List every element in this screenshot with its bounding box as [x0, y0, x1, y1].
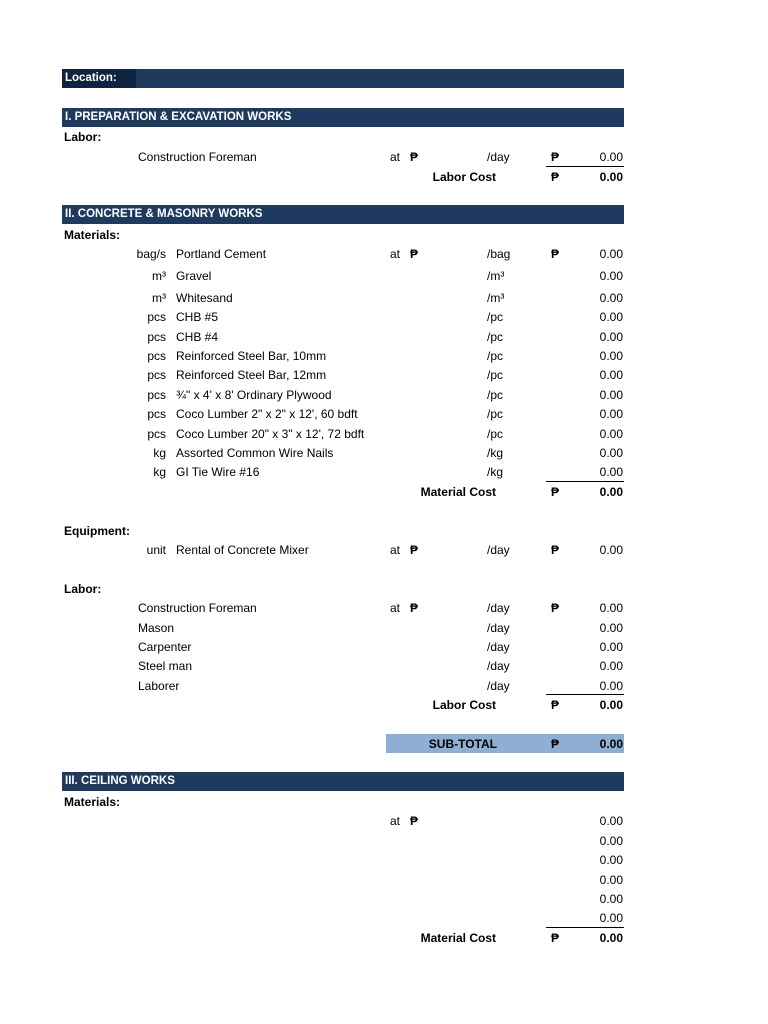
amount: 0.00: [599, 911, 623, 925]
section-header-preparation: [62, 108, 624, 127]
unit-label: /day: [487, 640, 510, 654]
amount: 0.00: [599, 150, 623, 164]
peso-sign: ₱: [410, 150, 419, 164]
peso-sign: ₱: [551, 698, 560, 712]
unit-label: /day: [487, 659, 510, 673]
section-header-ceiling: [62, 772, 624, 791]
unit-label: /pc: [487, 349, 504, 363]
qty-unit: pcs: [147, 407, 166, 421]
material-desc: CHB #5: [176, 310, 219, 324]
unit-label: /m³: [487, 269, 505, 283]
amount: 0.00: [599, 388, 623, 402]
peso-sign: ₱: [410, 543, 419, 557]
amount: 0.00: [599, 330, 623, 344]
qty-unit: pcs: [147, 368, 166, 382]
material-cost-label: Material Cost: [420, 485, 496, 499]
labor-cost-label: Labor Cost: [432, 698, 496, 712]
labor-cost-label: Labor Cost: [432, 170, 496, 184]
qty-unit: kg: [153, 465, 166, 479]
peso-sign: ₱: [410, 601, 419, 615]
amount: 0.00: [599, 873, 623, 887]
unit-label: /pc: [487, 407, 504, 421]
amount: 0.00: [599, 640, 623, 654]
amount: 0.00: [599, 291, 623, 305]
material-desc: Whitesand: [176, 291, 233, 305]
qty-unit: pcs: [147, 388, 166, 402]
unit-label: /pc: [487, 330, 504, 344]
unit-label: /pc: [487, 427, 504, 441]
total-rule: [546, 166, 624, 167]
amount: 0.00: [599, 892, 623, 906]
qty-unit: bag/s: [136, 247, 166, 261]
peso-sign: ₱: [551, 931, 560, 945]
labor-desc: Steel man: [138, 659, 193, 673]
amount: 0.00: [599, 679, 623, 693]
qty-unit: pcs: [147, 349, 166, 363]
material-desc: ¾" x 4' x 8' Ordinary Plywood: [176, 388, 332, 402]
materials-label: Materials:: [64, 795, 121, 809]
total-rule: [546, 927, 624, 928]
peso-sign: ₱: [551, 601, 560, 615]
labor-desc: Construction Foreman: [138, 150, 257, 164]
equipment-desc: Rental of Concrete Mixer: [176, 543, 309, 557]
location-bar: [62, 69, 624, 88]
section-title: I. PREPARATION & EXCAVATION WORKS: [65, 111, 292, 123]
material-desc: CHB #4: [176, 330, 219, 344]
total-rule: [546, 481, 624, 482]
amount: 0.00: [599, 427, 623, 441]
at-label: at: [390, 543, 401, 557]
amount: 0.00: [599, 621, 623, 635]
amount: 0.00: [599, 349, 623, 363]
labor-desc: Construction Foreman: [138, 601, 257, 615]
amount: 0.00: [599, 446, 623, 460]
amount: 0.00: [599, 407, 623, 421]
labor-desc: Mason: [138, 621, 175, 635]
unit-label: /pc: [487, 388, 504, 402]
material-desc: Coco Lumber 20" x 3" x 12', 72 bdft: [176, 427, 365, 441]
material-desc: Reinforced Steel Bar, 10mm: [176, 349, 327, 363]
unit-label: /day: [487, 601, 510, 615]
qty-unit: pcs: [147, 310, 166, 324]
qty-unit: kg: [153, 446, 166, 460]
material-cost-amount: 0.00: [599, 931, 623, 945]
unit-label: /day: [487, 150, 510, 164]
location-label: Location:: [65, 72, 117, 84]
labor-desc: Laborer: [138, 679, 180, 693]
at-label: at: [390, 814, 401, 828]
at-label: at: [390, 601, 401, 615]
unit-label: /day: [487, 679, 510, 693]
peso-sign: ₱: [551, 737, 560, 751]
material-desc: GI Tie Wire #16: [176, 465, 260, 479]
section-title: II. CONCRETE & MASONRY WORKS: [65, 208, 263, 220]
unit-label: /m³: [487, 291, 505, 305]
labor-desc: Carpenter: [138, 640, 192, 654]
peso-sign: ₱: [551, 247, 560, 261]
peso-sign: ₱: [551, 170, 560, 184]
unit-label: /bag: [487, 247, 511, 261]
at-label: at: [390, 247, 401, 261]
unit-label: /kg: [487, 446, 504, 460]
unit-label: /pc: [487, 310, 504, 324]
unit-label: /kg: [487, 465, 504, 479]
material-desc: Gravel: [176, 269, 212, 283]
material-cost-label: Material Cost: [420, 931, 496, 945]
amount: 0.00: [599, 814, 623, 828]
peso-sign: ₱: [410, 814, 419, 828]
qty-unit: pcs: [147, 330, 166, 344]
peso-sign: ₱: [410, 247, 419, 261]
labor-cost-amount: 0.00: [599, 170, 623, 184]
at-label: at: [390, 150, 401, 164]
total-rule: [546, 694, 624, 695]
labor-cost-amount: 0.00: [599, 698, 623, 712]
material-desc: Portland Cement: [176, 247, 267, 261]
material-desc: Reinforced Steel Bar, 12mm: [176, 368, 327, 382]
peso-sign: ₱: [551, 150, 560, 164]
materials-label: Materials:: [64, 228, 121, 242]
material-desc: Coco Lumber 2" x 2" x 12', 60 bdft: [176, 407, 358, 421]
labor-label: Labor:: [64, 130, 102, 144]
qty-unit: m³: [152, 291, 166, 305]
section-title: III. CEILING WORKS: [65, 775, 175, 787]
unit-label: /day: [487, 543, 510, 557]
labor-label: Labor:: [64, 582, 102, 596]
amount: 0.00: [599, 601, 623, 615]
qty-unit: m³: [152, 269, 166, 283]
amount: 0.00: [599, 310, 623, 324]
amount: 0.00: [599, 465, 623, 479]
qty-unit: unit: [146, 543, 166, 557]
subtotal-label: SUB-TOTAL: [428, 737, 497, 751]
material-desc: Assorted Common Wire Nails: [176, 446, 334, 460]
material-cost-amount: 0.00: [599, 485, 623, 499]
subtotal-amount: 0.00: [599, 737, 623, 751]
unit-label: /day: [487, 621, 510, 635]
unit-label: /pc: [487, 368, 504, 382]
qty-unit: pcs: [147, 427, 166, 441]
amount: 0.00: [599, 853, 623, 867]
amount: 0.00: [599, 659, 623, 673]
amount: 0.00: [599, 247, 623, 261]
amount: 0.00: [599, 543, 623, 557]
amount: 0.00: [599, 269, 623, 283]
equipment-label: Equipment:: [64, 524, 130, 538]
amount: 0.00: [599, 368, 623, 382]
peso-sign: ₱: [551, 485, 560, 499]
peso-sign: ₱: [551, 543, 560, 557]
amount: 0.00: [599, 834, 623, 848]
section-header-concrete: [62, 205, 624, 224]
